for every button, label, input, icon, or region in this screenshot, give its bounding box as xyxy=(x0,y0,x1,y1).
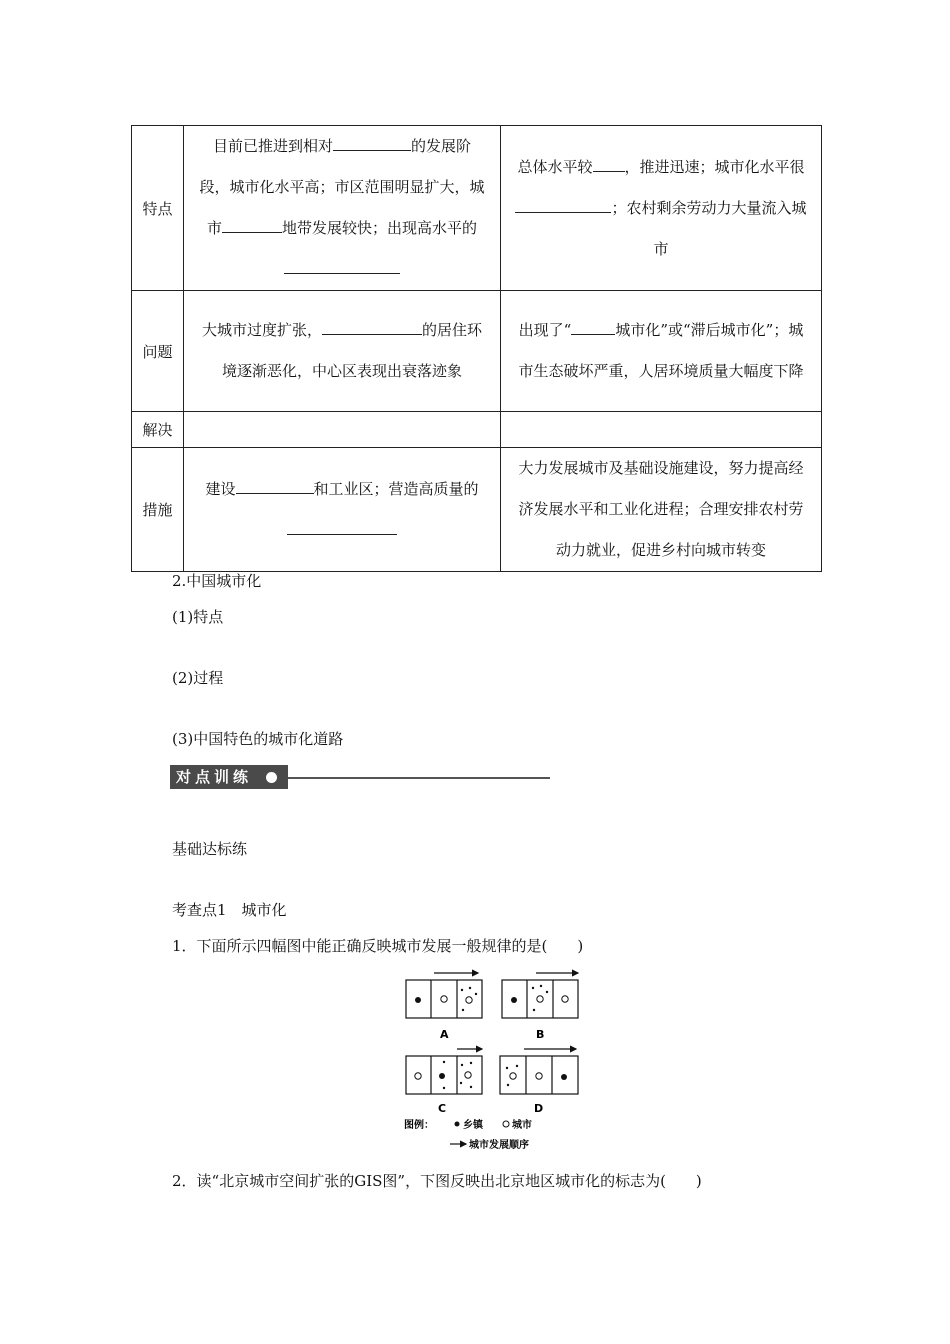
table-row xyxy=(132,291,822,412)
fill-blank[interactable] xyxy=(515,196,611,213)
row-header-measures: 措施 xyxy=(132,448,184,572)
diagram-c xyxy=(406,1049,482,1115)
row-header-problems: 问题 xyxy=(132,291,184,412)
table-row xyxy=(132,412,822,448)
subsection-features: (1)特点 xyxy=(172,608,224,626)
practice-point: 考查点1 城市化 xyxy=(172,901,287,919)
developing-features-cell: 总体水平较 ，推进迅速；城市化水平很；农村剩余劳动力大量流入城市 xyxy=(501,126,822,291)
developing-measures-cell: 大力发展城市及基础设施建设，努力提高经济发展水平和工业化进程；合理安排农村劳动力就业，促进乡村向城市转变 xyxy=(501,448,822,572)
legend-title: 图例： xyxy=(404,1120,434,1131)
empty-cell xyxy=(501,412,822,448)
diagram-d xyxy=(500,1049,578,1115)
practice-banner xyxy=(170,765,550,789)
row-header-features: 特点 xyxy=(132,126,184,291)
fill-blank[interactable] xyxy=(222,216,282,233)
city-icon xyxy=(503,1121,509,1127)
fill-blank[interactable] xyxy=(236,477,314,494)
question-2: 2．读“北京城市空间扩张的GIS图”，下图反映出北京地区城市化的标志为( ) xyxy=(172,1172,702,1190)
fill-blank[interactable] xyxy=(322,318,422,335)
subsection-process: (2)过程 xyxy=(172,669,224,687)
fill-blank[interactable] xyxy=(287,518,397,535)
table-row xyxy=(132,448,822,572)
question-1: 1．下面所示四幅图中能正确反映城市发展一般规律的是( ) xyxy=(172,937,584,955)
legend-city: 城市 xyxy=(512,1120,532,1131)
label-b: B xyxy=(536,1028,545,1041)
diagram-a xyxy=(406,973,482,1041)
legend-town: 乡镇 xyxy=(463,1120,483,1131)
empty-cell xyxy=(184,412,501,448)
diagram-b xyxy=(502,973,578,1041)
developed-measures-cell: 建设 和工业区；营造高质量的 xyxy=(184,448,501,572)
row-header-solutions: 解决 xyxy=(132,412,184,448)
banner-label: 对点训练 xyxy=(170,765,288,789)
label-c: C xyxy=(438,1102,447,1115)
banner-rule xyxy=(288,777,550,779)
city-development-figure xyxy=(400,966,590,1156)
subsection-chinese-path: (3)中国特色的城市化道路 xyxy=(172,730,344,748)
comparison-table xyxy=(131,125,822,572)
fill-blank[interactable] xyxy=(284,257,400,274)
label-a: A xyxy=(440,1028,449,1041)
developed-problems-cell: 大城市过度扩张， 的居住环境逐渐恶化，中心区表现出衰落迹象 xyxy=(184,291,501,412)
developed-features-cell: 目前已推进到相对 的发展阶段，城市化水平高；市区范围明显扩大，城市 地带发展较快；出现高水平的 xyxy=(184,126,501,291)
town-icon xyxy=(455,1122,460,1127)
fill-blank[interactable] xyxy=(333,134,411,151)
figure-legend xyxy=(404,1118,532,1151)
developing-problems-cell: 出现了“ 城市化”或“滞后城市化”；城市生态破坏严重，人居环境质量大幅度下降 xyxy=(501,291,822,412)
fill-blank[interactable] xyxy=(593,155,625,172)
practice-level: 基础达标练 xyxy=(172,840,248,858)
fill-blank[interactable] xyxy=(571,318,615,335)
table-row xyxy=(132,126,822,291)
legend-arrow: 城市发展顺序 xyxy=(469,1140,529,1151)
bullet-icon xyxy=(266,772,277,783)
label-d: D xyxy=(534,1102,544,1115)
section-heading-china: 2.中国城市化 xyxy=(172,572,262,590)
